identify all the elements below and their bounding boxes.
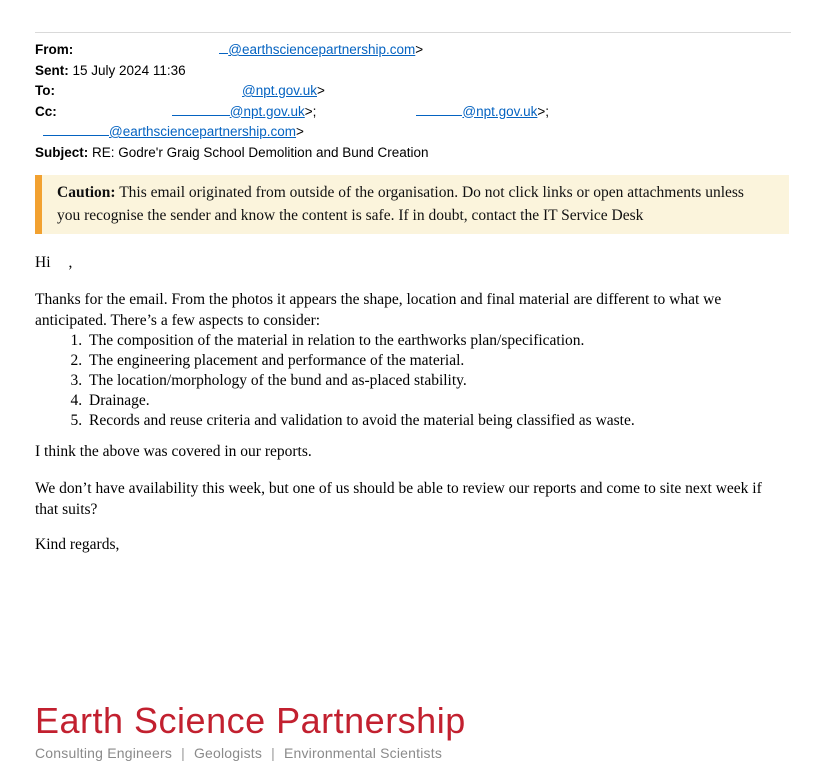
header-divider-line (35, 32, 791, 33)
body-paragraph-2: I think the above was covered in our reports. (35, 443, 312, 460)
redaction-gap (35, 135, 43, 136)
header-to-row (35, 81, 790, 102)
to-address-link[interactable]: @npt.gov.uk (242, 83, 317, 98)
greeting-prefix: Hi (35, 254, 51, 271)
closing-line: Kind regards, (35, 536, 120, 553)
to-label: To: (35, 83, 55, 98)
header-cc-row (35, 102, 790, 123)
body-paragraph-1: Thanks for the email. From the photos it appears the shape, location and final material are different to what we anticipated. There’s a few aspects to consider: (35, 291, 722, 329)
sent-value: 15 July 2024 11:36 (72, 62, 186, 78)
list-item: 2. The engineering placement and performance of the material. (86, 351, 783, 371)
cc-suffix-1: >; (304, 103, 317, 119)
subject-value: RE: Godre'r Graig School Demolition and Bund Creation (92, 144, 429, 160)
subject-label: Subject: (35, 144, 89, 160)
considerations-list (35, 331, 783, 431)
redacted-recipient-name (43, 123, 109, 136)
redaction-gap (55, 94, 242, 95)
cc-suffix-2: >; (537, 103, 550, 119)
header-cc-wrap-row (35, 122, 790, 143)
list-item: 3. The location/morphology of the bund and as-placed stability. (86, 371, 783, 391)
tagline-separator: | (271, 745, 275, 761)
redacted-recipient-name (416, 103, 462, 116)
caution-text: This email originated from outside of the organisation. Do not click links or open attachments unless you recognise the sender and know the content is safe. If in doubt, contact the IT Service Desk (57, 184, 744, 224)
tagline-part: Environmental Scientists (283, 745, 443, 761)
redaction-gap (57, 115, 172, 116)
list-item: 1. The composition of the material in relation to the earthworks plan/specification. (86, 331, 783, 351)
redaction-gap (316, 115, 416, 116)
redaction-gap (73, 53, 219, 54)
tagline-part: Consulting Engineers (35, 745, 173, 761)
list-item: 5. Records and reuse criteria and validation to avoid the material being classified as waste. (86, 411, 783, 431)
sent-label: Sent: (35, 62, 69, 78)
caution-label: Caution: (57, 184, 116, 201)
header-from-row (35, 40, 790, 61)
logo-tagline (35, 745, 466, 761)
cc-label: Cc: (35, 103, 57, 119)
cc-address-link-1[interactable]: @npt.gov.uk (229, 103, 305, 119)
header-sent-row (35, 61, 790, 82)
list-item: 4. Drainage. (86, 391, 783, 411)
email-header-block (35, 40, 790, 163)
email-body (35, 252, 783, 555)
header-subject-row (35, 143, 790, 164)
from-address-link[interactable]: @earthsciencepartnership.com (228, 42, 416, 57)
greeting-line (35, 252, 783, 273)
cc-address-link-3[interactable]: @earthsciencepartnership.com (109, 124, 297, 139)
from-suffix: > (415, 42, 424, 57)
to-suffix: > (317, 83, 325, 98)
tagline-separator: | (181, 745, 185, 761)
body-paragraph-3: We don’t have availability this week, but one of us should be able to review our reports and come to site next week if that suits? (35, 480, 762, 518)
redacted-recipient-name (172, 103, 230, 116)
greeting-suffix: , (68, 254, 73, 271)
company-signature (35, 700, 466, 761)
cc-address-link-2[interactable]: @npt.gov.uk (462, 103, 538, 119)
cc-suffix-3: > (296, 124, 304, 139)
tagline-part: Geologists (193, 745, 263, 761)
from-label: From: (35, 42, 74, 57)
external-sender-caution-banner (35, 175, 789, 234)
redacted-sender-name (219, 41, 228, 54)
earth-science-partnership-logo: Earth Science Partnership (35, 700, 466, 741)
